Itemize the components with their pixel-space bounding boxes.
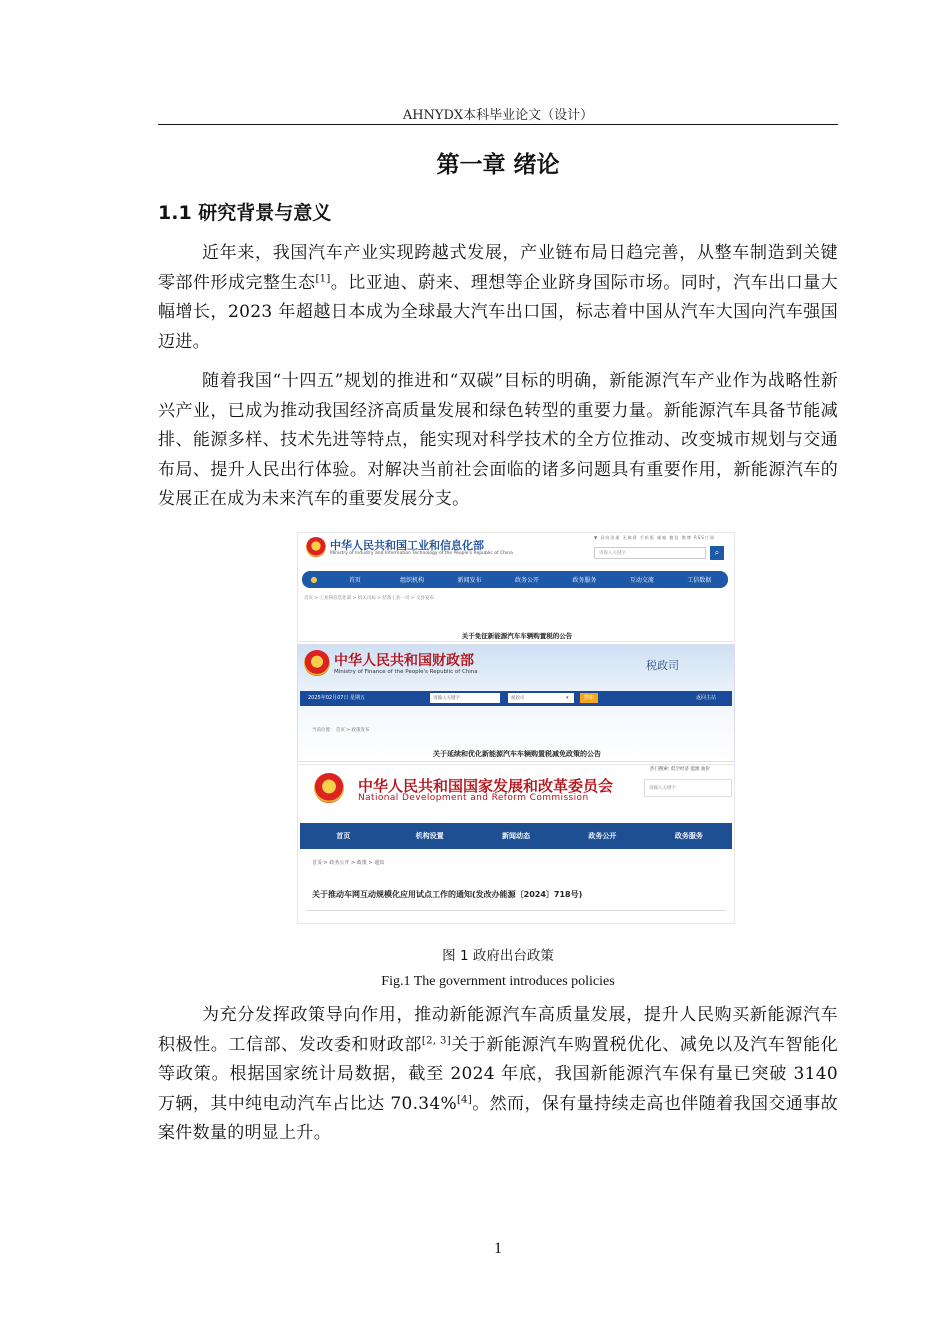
ndrc-nav [300,823,732,849]
mof-dept-select: 税政司 [508,693,574,703]
miit-screenshot [297,532,735,642]
national-emblem-icon [304,650,330,676]
section-title: 1.1 研究背景与意义 [158,202,332,224]
mof-notice-title: 关于延续和优化新能源汽车车辆购置税减免政策的公告 [433,750,601,758]
page-number: 1 [494,1240,502,1257]
figure-caption-cn: 图 1 政府出台政策 [442,948,554,964]
running-header: AHNYDX本科毕业论文（设计） [402,108,594,123]
miit-top-links: ▼ 双向沟通 无障碍 手机版 邮箱 微信 微博 RSS订阅 [594,535,715,540]
ndrc-name-cn: 中华人民共和国国家发展和改革委员会 [358,777,614,795]
ndrc-notice-title: 关于推动车网互动规模化应用试点工作的通知(发改办能源〔2024〕718号) [312,890,583,899]
miit-breadcrumb: 首页 > 工业和信息化部 > 机关司局 > 装备工业一司 > 文件发布 [304,596,435,601]
ndrc-breadcrumb: 首页 > 政务公开 > 政策 > 通知 [312,860,385,866]
ndrc-nav-item: 新闻动态 [502,832,531,840]
ndrc-hot-search: 热门搜索: 低空经济 能源 油价 [650,767,710,772]
mof-search-button: 搜索 [580,693,598,703]
ndrc-name-en: National Development and Reform Commission [358,793,589,803]
chevron-down-icon: ▾ [566,695,569,701]
mof-name-en: Ministry of Finance of the People's Republic of China [334,669,478,675]
miit-nav-item: 新闻发布 [457,577,482,584]
mof-return-link: 返回主站 [696,695,717,701]
paragraph-3-text-c: 。然而，保有量持续走高也伴随着我国交通事故案件数量的明显上升。 [158,1093,838,1143]
miit-nav-item: 组织机构 [400,577,425,584]
divider [306,910,726,911]
home-icon: ● [310,575,318,584]
paragraph-2: 随着我国“十四五”规划的推进和“双碳”目标的明确，新能源汽车产业作为战略性新兴产业，已成为推动我国经济高质量发展和绿色转型的重要力量。新能源汽车具备节能减排、能源多样、技术先进等特点，能实现对科学技术的全方位推动、改变城市规划与交通布局、提升人民出行体验。对解决当前社会面临的诸多问题具有重要作用，新能源汽车的发展正在成为未来汽车的重要发展分支。 [158,371,838,509]
miit-nav [302,571,728,588]
citation-1[interactable]: [1] [315,272,331,284]
paragraph-3 [158,1001,838,1149]
ndrc-search-input: 请输入关键字 [644,779,732,797]
ndrc-nav-item: 政务公开 [588,832,617,840]
miit-search-input: 请输入关键字 [594,547,706,559]
mof-dept: 税政司 [646,659,679,672]
miit-notice-title: 关于免征新能源汽车车辆购置税的公告 [461,632,573,640]
paragraph-1-text-b: 。比亚迪、蔚来、理想等企业跻身国际市场。同时，汽车出口量大幅增长，2023 年超越日本成为全球最大汽车出口国，标志着中国从汽车大国向汽车强国迈进。 [158,272,838,352]
miit-nav-item: 政务服务 [572,577,597,584]
mof-breadcrumb: 当前位置： 首页 > 政策发布 [312,728,370,733]
paragraph-1-text-a: 近年来，我国汽车产业实现跨越式发展，产业链布局日趋完善，从整车制造到关键零部件形成完整生态 [158,243,838,293]
paragraph-1 [158,239,838,357]
ndrc-nav-item: 首页 [336,832,351,840]
ndrc-nav-item: 机构设置 [415,832,444,840]
mof-keyword-input: 请输入关键字 [430,693,500,703]
ndrc-nav-item: 政务服务 [674,832,703,840]
mof-name-cn: 中华人民共和国财政部 [334,653,474,669]
miit-name-cn: 中华人民共和国工业和信息化部 [330,539,484,552]
chapter-title: 第一章 绪论 [436,152,560,178]
citation-2-3[interactable]: [2, 3] [421,1034,451,1046]
national-emblem-icon [306,537,326,557]
paragraph-3-text-a: 为充分发挥政策导向作用，推动新能源汽车高质量发展，提升人民购买新能源汽车积极性。工信部、发改委和财政部 [158,1005,838,1055]
search-icon: ⌕ [710,546,724,560]
figure-1 [297,532,735,924]
header-rule [158,124,838,125]
national-emblem-icon [314,773,344,803]
miit-nav-item: 政务公开 [514,577,539,584]
paragraph-3-text-b: 关于新能源汽车购置税优化、减免以及汽车智能化等政策。根据国家统计局数据，截至 2024 年底，我国新能源汽车保有量已突破 3140 万辆，其中纯电动汽车占比达 70.34% [158,1034,838,1114]
miit-name-en: Ministry of Industry and Information Technology of the People's Republic of China [330,551,513,556]
miit-nav-item: 互动交流 [629,577,654,584]
miit-nav-item: 首页 [348,577,361,584]
ndrc-screenshot [297,764,735,924]
miit-nav-item: 工信数据 [687,577,712,584]
citation-4[interactable]: [4] [456,1093,473,1105]
mof-screenshot [297,644,735,762]
figure-caption-en: Fig.1 The government introduces policies [381,974,615,989]
mof-date: 2025年02月07日 星期五 [308,695,366,701]
